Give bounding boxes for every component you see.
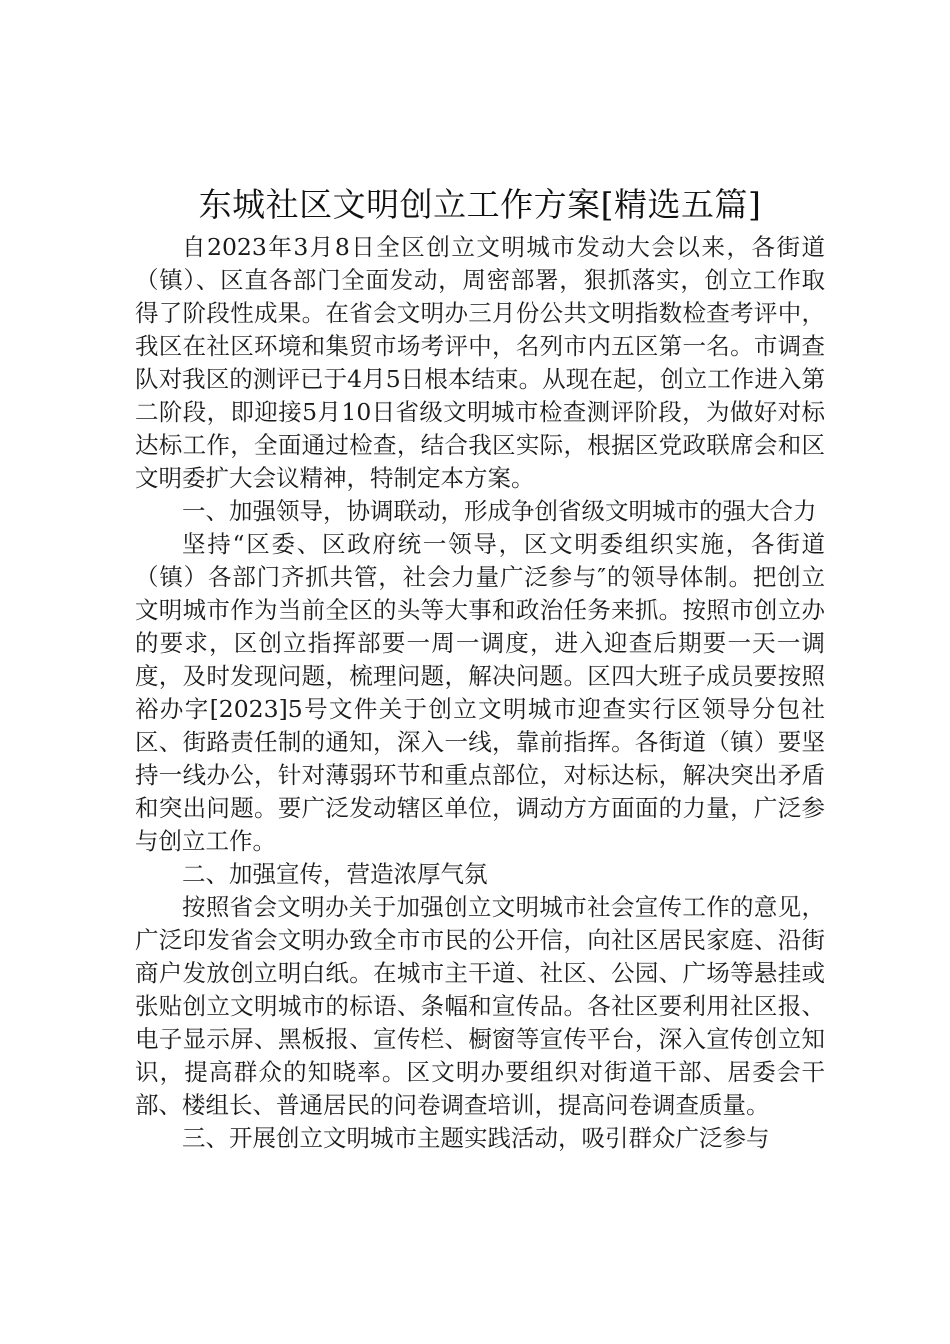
paragraph-section-2: 按照省会文明办关于加强创立文明城市社会宣传工作的意见，广泛印发省会文明办致全市市民的公开信，向社区居民家庭、沿街商户发放创立明白纸。在城市主干道、社区、公园、广场等悬挂或张贴创立文明城市的标语、条幅和宣传品。各社区要利用社区报、电子显示屏、黑板报、宣传栏、橱窗等宣传平台，深入宣传创立知识，提高群众的知晓率。区文明办要组织对街道干部、居委会干部、楼组长、普通居民的问卷调查培训，提高问卷调查质量。 [135, 893, 825, 1119]
section-heading-3: 三、开展创立文明城市主题实践活动，吸引群众广泛参与 [182, 1124, 770, 1152]
paragraph-section-1: 坚持“区委、区政府统一领导，区文明委组织实施，各街道（镇）各部门齐抓共管，社会力量广泛参与″的领导体制。把创立文明城市作为当前全区的头等大事和政治任务来抓。按照市创立办的要求，区创立指挥部要一周一调度，进入迎查后期要一天一调度，及时发现问题，梳理问题，解决问题。区四大班子成员要按照裕办字[2023]5号文件关于创立文明城市迎查实行区领导分包社区、街路责任制的通知，深入一线，靠前指挥。各街道（镇）要坚持一线办公，针对薄弱环节和重点部位，对标达标，解决突出矛盾和突出问题。要广泛发动辖区单位，调动方方面面的力量，广泛参与创立工作。 [135, 530, 825, 855]
document-body [135, 231, 825, 1155]
document-title: 东城社区文明创立工作方案[精选五篇] [198, 185, 762, 224]
section-heading-1: 一、加强领导，协调联动，形成争创省级文明城市的强大合力 [182, 497, 817, 525]
section-heading-2: 二、加强宣传，营造浓厚气氛 [182, 860, 488, 888]
paragraph-intro: 自2023年3月8日全区创立文明城市发动大会以来，各街道（镇）、区直各部门全面发动，周密部署，狠抓落实，创立工作取得了阶段性成果。在省会文明办三月份公共文明指数检查考评中，我区在社区环境和集贸市场考评中，名列市内五区第一名。市调查队对我区的测评已于4月5日根本结束。从现在起，创立工作进入第二阶段，即迎接5月10日省级文明城市检查测评阶段，为做好对标达标工作，全面通过检查，结合我区实际，根据区党政联席会和区文明委扩大会议精神，特制定本方案。 [135, 233, 825, 492]
